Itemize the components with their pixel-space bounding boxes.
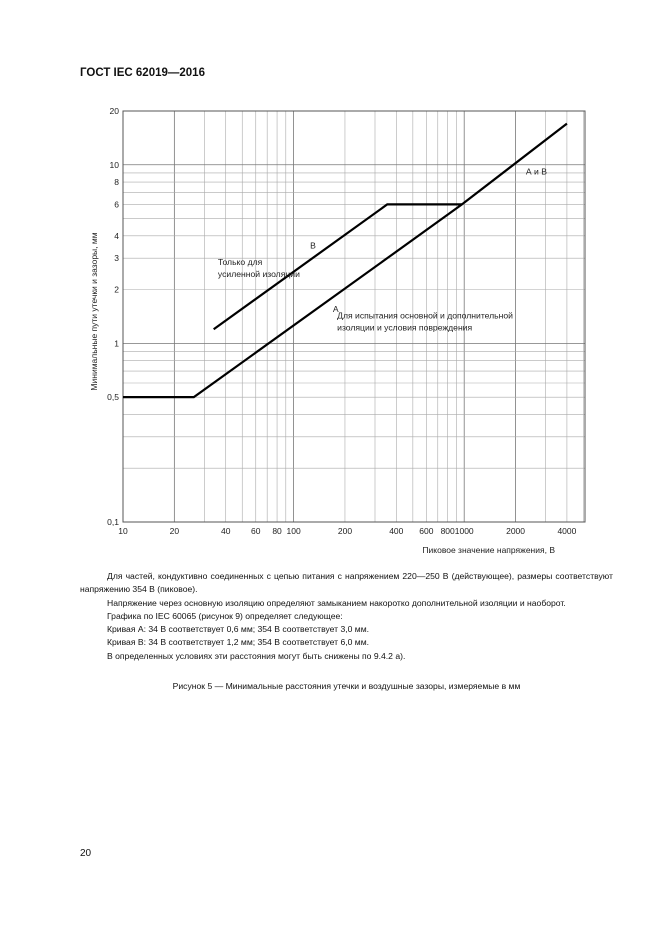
x-axis-label: Пиковое значение напряжения, В	[422, 545, 555, 555]
x-tick-label: 100	[286, 526, 301, 536]
x-tick-label: 4000	[557, 526, 577, 536]
y-tick-label: 2	[114, 284, 119, 295]
chart-annotation: B	[310, 240, 316, 251]
x-tick-label: 60	[251, 526, 261, 536]
note-5: Кривая В: 34 В соответствует 1,2 мм; 354 В соответствует 6,0 мм.	[107, 637, 370, 648]
document-header: ГОСТ IEC 62019—2016	[80, 67, 205, 79]
x-tick-label: 20	[169, 526, 180, 536]
y-tick-label: 20	[109, 106, 119, 116]
x-tick-label: 80	[272, 526, 282, 536]
note-4: Кривая А: 34 В соответствует 0,6 мм; 354 В соответствует 3,0 мм.	[107, 624, 370, 635]
chart-annotation: усиленной изоляции	[217, 269, 300, 280]
chart-annotation: изоляции и условия повреждения	[337, 322, 473, 333]
y-tick-label: 4	[114, 230, 119, 241]
x-tick-label: 1000	[454, 526, 474, 536]
x-tick-label: 200	[337, 526, 353, 536]
x-tick-label: 600	[419, 526, 434, 536]
note-3: Графика по IEC 60065 (рисунок 9) определяет следующее:	[107, 610, 343, 621]
y-tick-label: 6	[114, 199, 119, 210]
y-tick-label: 8	[114, 177, 119, 188]
note-2: Напряжение через основную изоляцию определяют замыканием накоротко дополнительной изоляции и наоборот.	[107, 597, 566, 608]
x-tick-label: 10	[118, 526, 128, 536]
note-1: Для частей, кондуктивно соединенных с цепью питания с напряжением 220—250 В (действующее), размеры соответствуют напряжению 354 В (пиковое).	[80, 571, 613, 595]
chart-annotation: A	[332, 303, 339, 314]
x-tick-label: 40	[220, 526, 231, 536]
y-tick-label: 3	[114, 253, 119, 264]
y-tick-label: 0,5	[107, 392, 119, 403]
x-tick-label: 400	[389, 526, 404, 536]
figure-caption: Рисунок 5 — Минимальные расстояния утечки и воздушные зазоры, измеряемые в мм	[172, 681, 521, 691]
figure-notes	[80, 570, 613, 663]
chart-annotation: Только для	[217, 256, 263, 267]
x-tick-label: 800	[440, 526, 455, 536]
chart-annotation: Для испытания основной и дополнительной	[337, 310, 513, 321]
y-tick-label: 1	[114, 338, 119, 349]
chart-annotation: А и В	[525, 166, 547, 177]
y-tick-label: 0,1	[107, 517, 119, 527]
y-axis-label: Минимальные пути утечки и зазоры, мм	[89, 232, 99, 391]
y-tick-label: 10	[109, 159, 119, 170]
note-6: В определенных условиях эти расстояния могут быть снижены по 9.4.2 а).	[107, 650, 406, 661]
x-tick-label: 2000	[506, 526, 526, 536]
page-number: 20	[80, 848, 92, 859]
